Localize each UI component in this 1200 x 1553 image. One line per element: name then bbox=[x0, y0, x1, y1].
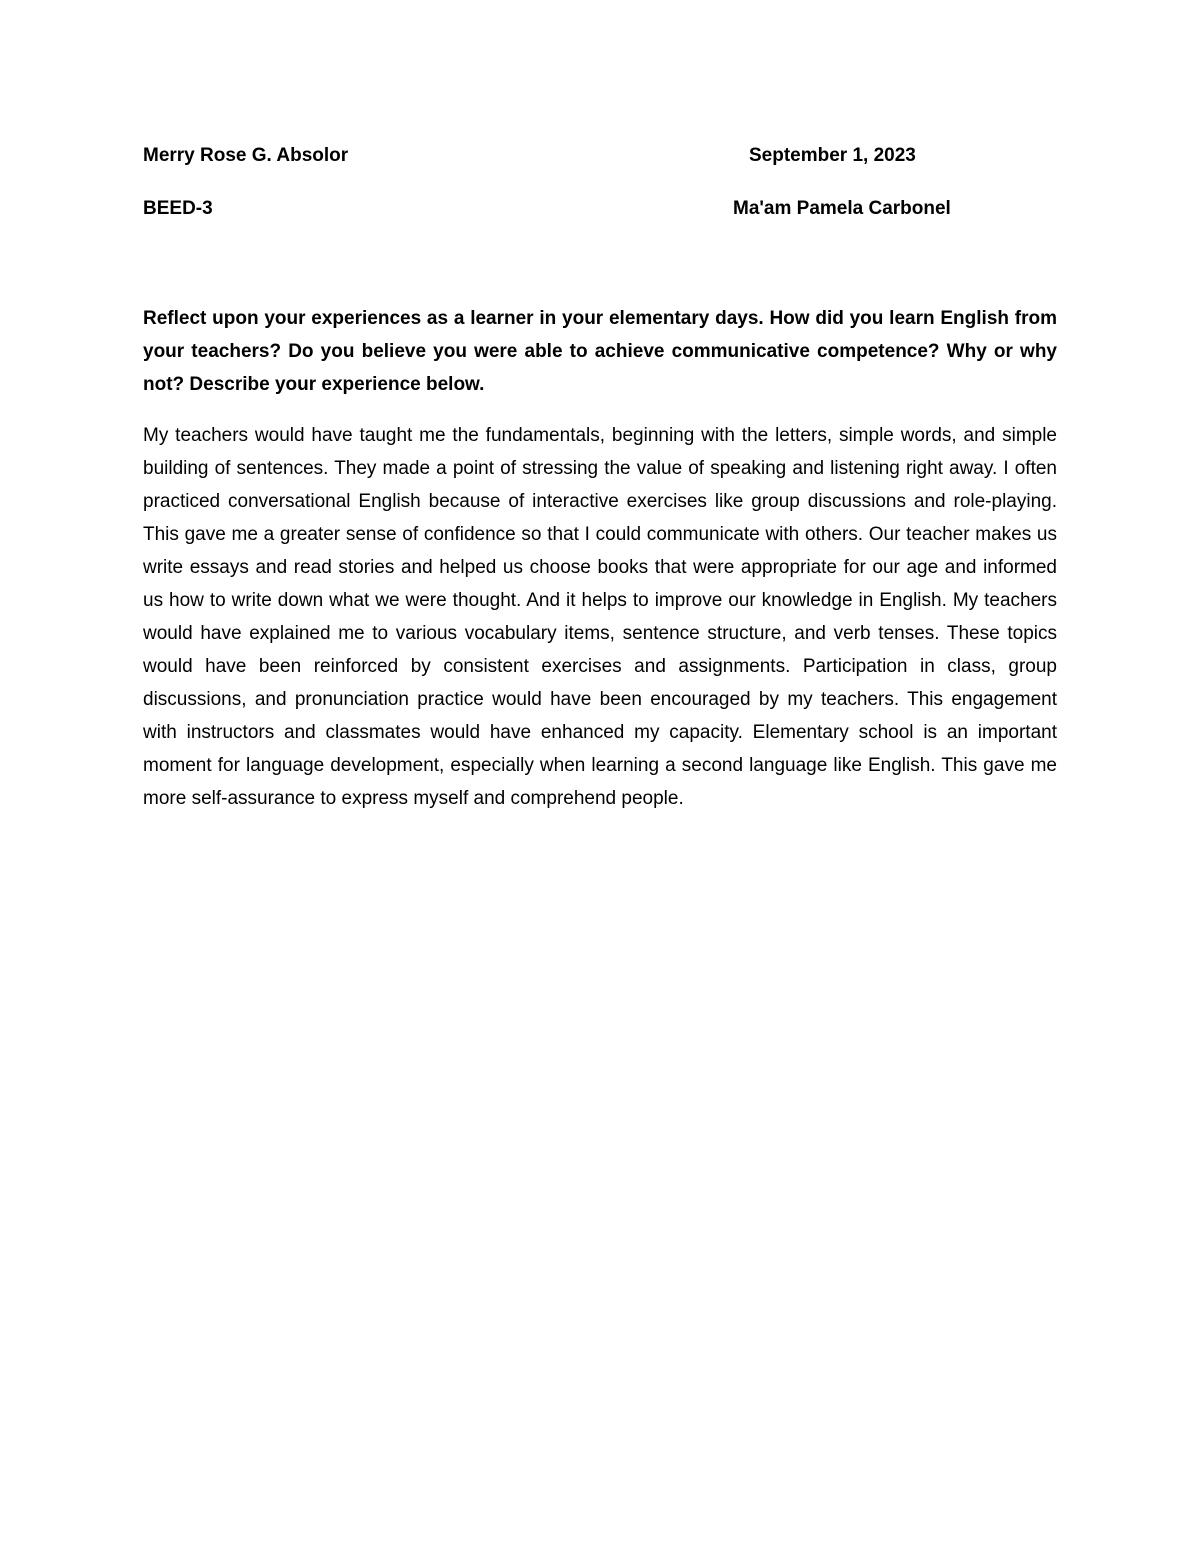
instructor-name: Ma'am Pamela Carbonel bbox=[733, 198, 951, 219]
student-name: Merry Rose G. Absolor bbox=[143, 145, 349, 166]
submission-date: September 1, 2023 bbox=[749, 145, 916, 166]
course-code: BEED-3 bbox=[143, 198, 213, 219]
reflection-response: My teachers would have taught me the fundamentals, beginning with the letters, simple words, and simple building of sentences. They made a point of stressing the value of speaking and listening right away. I often practiced conversational English because of interactive exercises like group discussions and role-playing. This gave me a greater sense of confidence so that I could communicate with others. Our teacher makes us write essays and read stories and helped us choose books that were appropriate for our age and informed us how to write down what we were thought. And it helps to improve our knowledge in English. My teachers would have explained me to various vocabulary items, sentence structure, and verb tenses. These topics would have been reinforced by consistent exercises and assignments. Participation in class, group discussions, and pronunciation practice would have been encouraged by my teachers. This engagement with instructors and classmates would have enhanced my capacity. Elementary school is an important moment for language development, especially when learning a second language like English. This gave me more self-assurance to express myself and comprehend people. bbox=[143, 425, 1057, 809]
reflection-prompt: Reflect upon your experiences as a learner in your elementary days. How did you learn English from your teachers? Do you believe you were able to achieve communicative competence? Why or why not? Describe your experience below. bbox=[143, 308, 1057, 395]
